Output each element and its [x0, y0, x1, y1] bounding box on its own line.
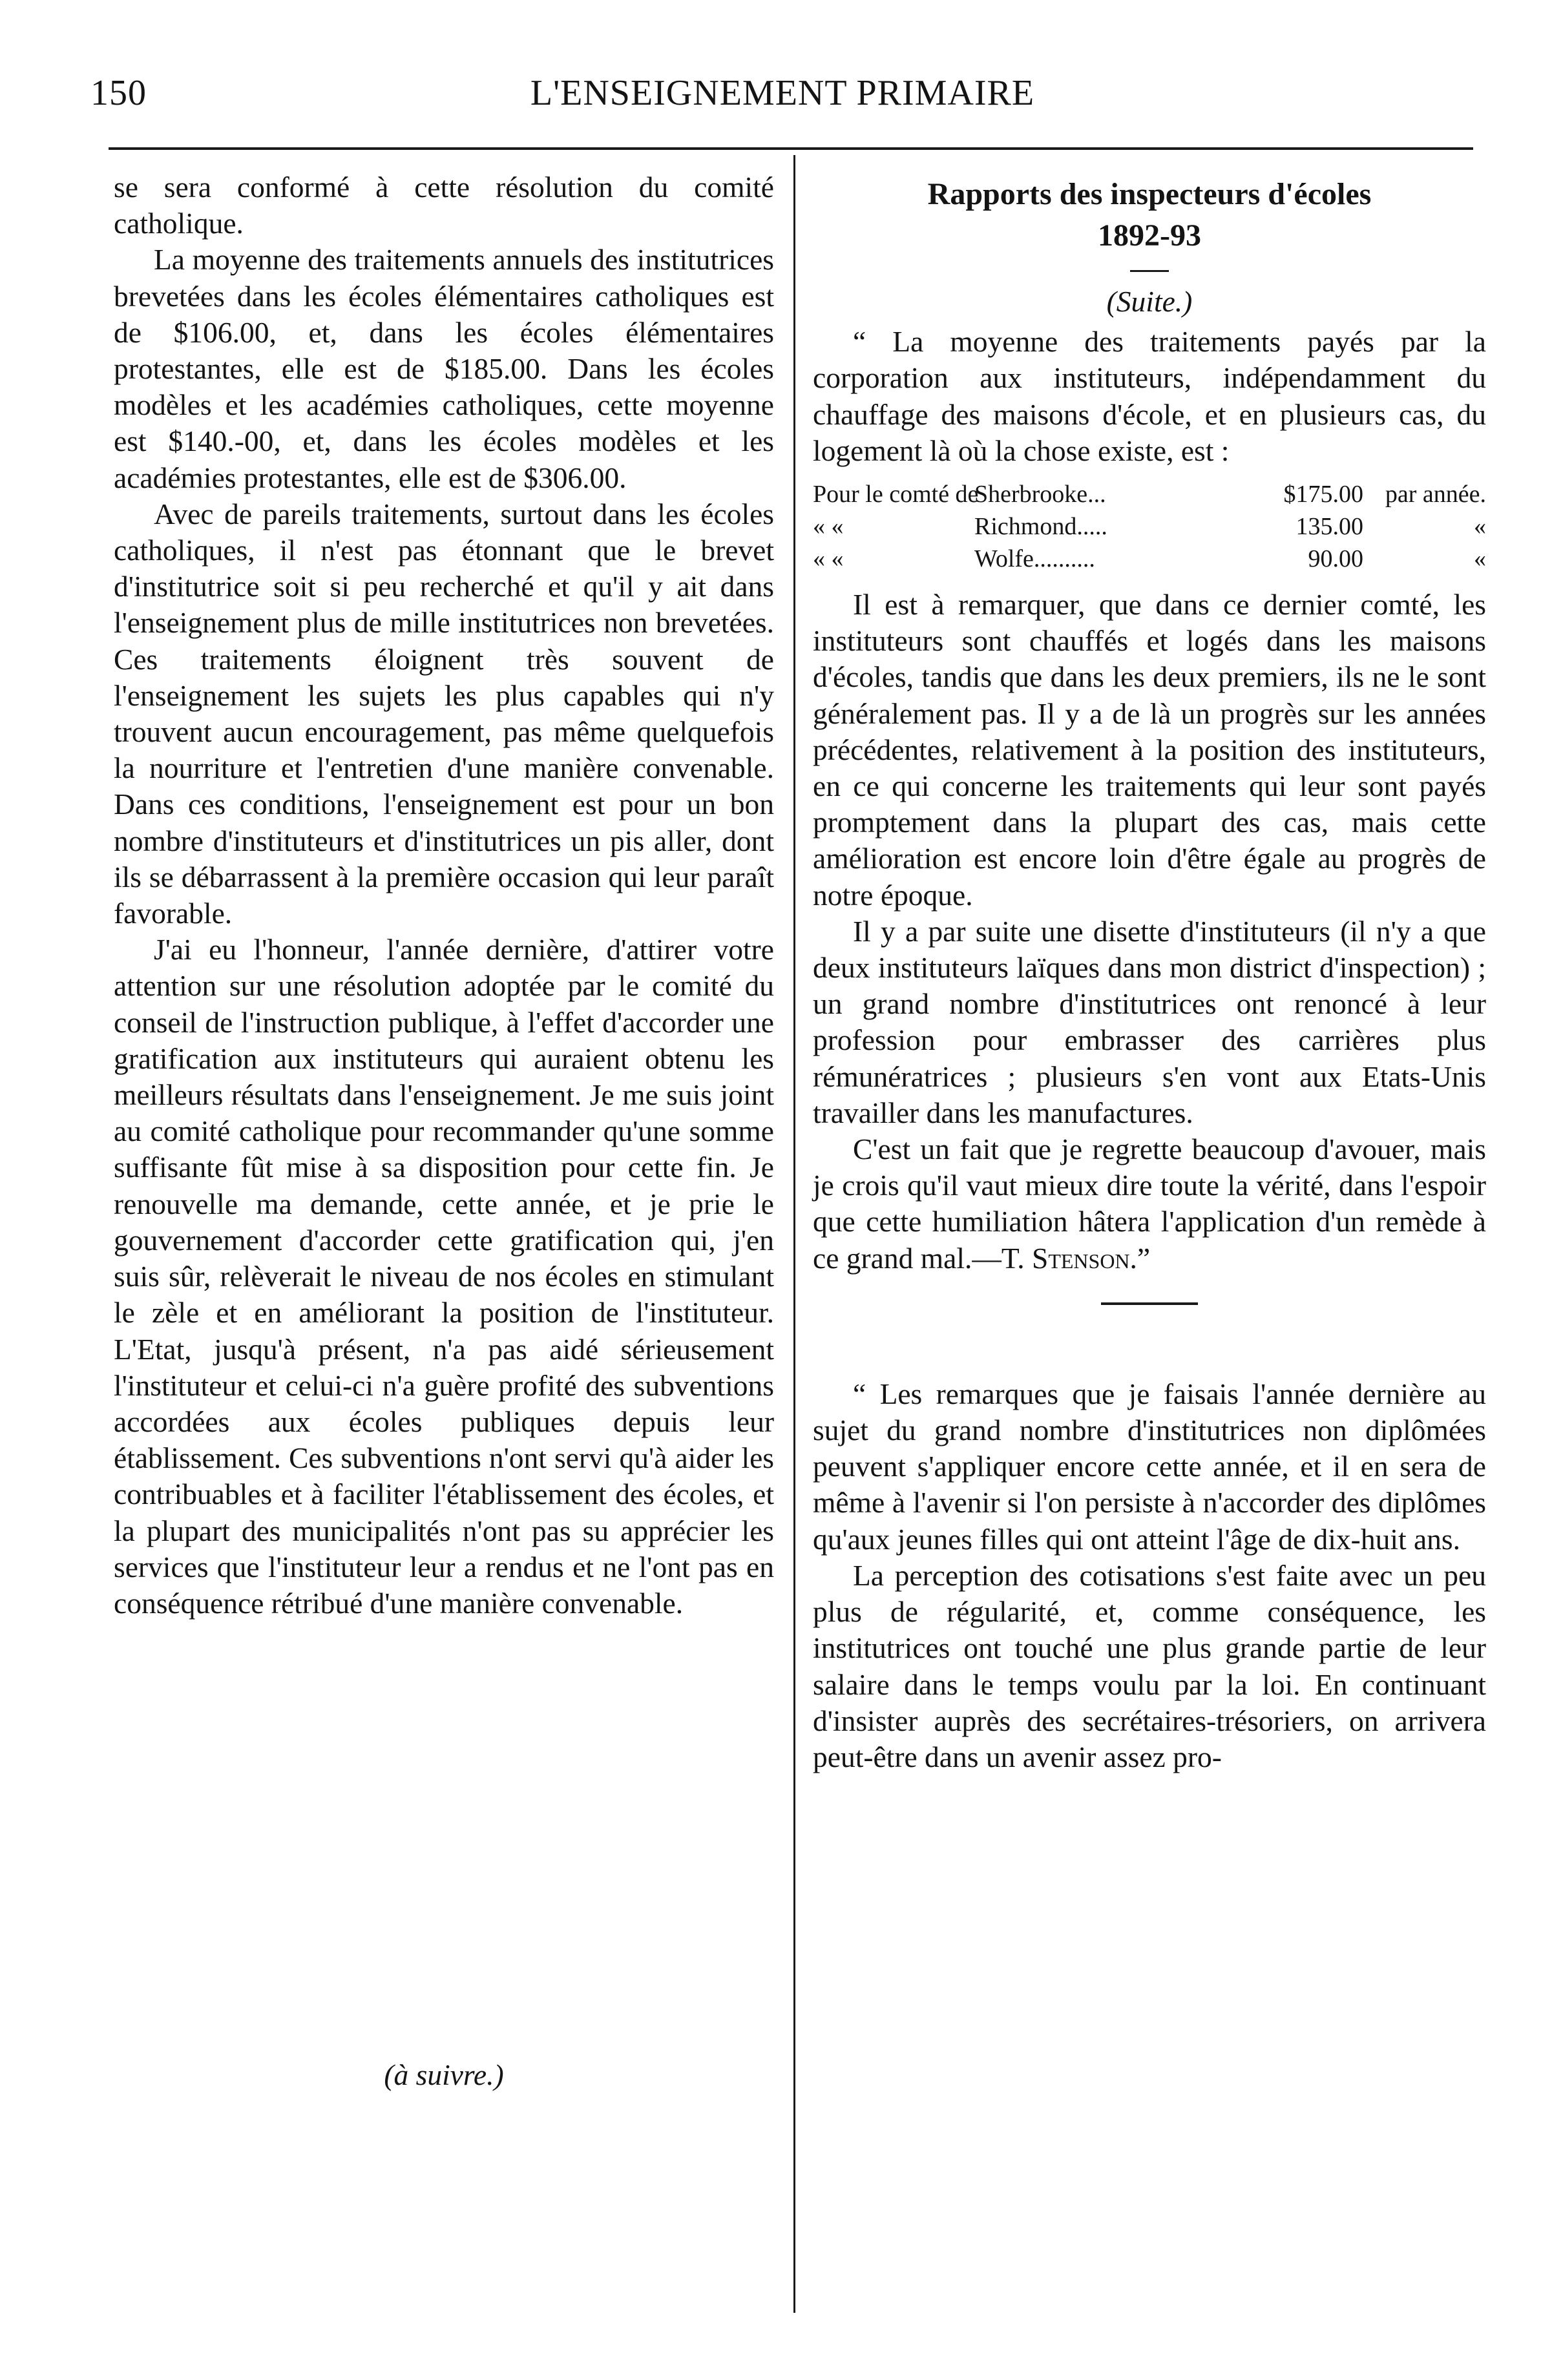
- right-column: [813, 169, 1486, 1775]
- section-heading: Rapports des inspecteurs d'écoles: [927, 177, 1372, 211]
- table-cell: Sherbrooke...: [974, 481, 1106, 508]
- column-divider: [793, 155, 795, 2313]
- heading-dash: [1130, 270, 1169, 272]
- table-cell: 90.00: [1308, 545, 1363, 573]
- left-paragraph-3: Avec de pareils traitements, surtout dans les écoles catholiques, il n'est pas étonnant que le brevet d'institutrice soit si peu recherché et qu'il y ait dans l'enseignement plus de mille institutrices non brevetées. Ces traitements éloignent très souvent de l'enseignement les sujets les plus capables qui n'y trouvent aucun encouragement, pas même quelquefois la nourriture et l'entretien d'une manière convenable. Dans ces conditions, l'enseignement est pour un bon nombre d'instituteurs et d'institutrices un pis aller, dont ils se débarrassent à la première occasion qui leur paraît favorable.: [114, 497, 774, 930]
- to-be-continued: (à suivre.): [384, 2058, 504, 2091]
- right-paragraph-5: “ Les remarques que je faisais l'année dernière au sujet du grand nombre d'institutrices non diplômées peuvent s'appliquer encore cette année, et il en sera de même à l'avenir si l'on persiste à n'accorder des diplômes qu'aux jeunes filles qui ont atteint l'âge de dix-huit ans.: [813, 1377, 1486, 1556]
- table-row: [813, 510, 1486, 543]
- right-paragraph-6: La perception des cotisations s'est faite avec un peu plus de régularité, et, comme conséquence, les institutrices ont touché une plus grande partie de leur salaire dans le temps voulu par la loi. En continuant d'insister auprès des secrétaires-trésoriers, on arrivera peut-être dans un avenir assez pro-: [813, 1558, 1486, 1773]
- author-signature: Stenson: [1032, 1241, 1130, 1275]
- table-row: [813, 478, 1486, 510]
- page-header: [90, 72, 1474, 130]
- table-cell: « «: [813, 545, 844, 573]
- table-cell: Wolfe..........: [974, 545, 1095, 573]
- suite-label: (Suite.): [1106, 285, 1193, 318]
- table-cell: Pour le comté de: [813, 481, 979, 508]
- header-rule: [109, 147, 1473, 150]
- running-title: L'ENSEIGNEMENT PRIMAIRE: [530, 73, 1035, 113]
- right-paragraph-2: Il est à remarquer, que dans ce dernier comté, les instituteurs sont chauffés et logés dans les maisons d'écoles, tandis que dans les deux premiers, ils ne le sont généralement pas. Il y a de là un progrès sur les années précédentes, relativement à la position des instituteurs, en ce qui concerne les traitements qui leur sont payés promptement dans la plupart des cas, mais cette amélioration est encore loin d'être égale au progrès de notre époque.: [813, 588, 1486, 912]
- left-paragraph-2: La moyenne des traitements annuels des institutrices brevetées dans les écoles élémentaires catholiques est de $106.00, et, dans les écoles élémentaires protestantes, elle est de $185.00. Dans les écoles modèles et les académies catholiques, cette moyenne est $140.-00, et, dans les écoles modèles et les académies protestantes, elle est de $306.00.: [114, 243, 774, 494]
- closing-quote: .”: [1129, 1241, 1151, 1275]
- left-paragraph-4: J'ai eu l'honneur, l'année dernière, d'attirer votre attention sur une résolution adoptée par le comité du conseil de l'instruction publique, à l'effet d'accorder une gratification aux instituteurs qui auraient obtenu les meilleurs résultats dans l'enseignement. Je me suis joint au comité catholique pour recommander qu'une somme suffisante fût mise à sa disposition pour cette fin. Je renouvelle ma demande, cette année, et je prie le gouvernement d'accorder cette gratification qui, j'en suis sûr, relèverait le niveau de nos écoles en stimulant le zèle et en améliorant la position de l'instituteur. L'Etat, jusqu'à présent, n'a pas aidé sérieusement l'instituteur et celui-ci n'a guère profité des subventions accordées aux écoles publiques depuis leur établissement. Ces subventions n'ont servi qu'à aider les contribuables et à faciliter l'établissement des écoles, et la plupart des municipalités n'ont pas su apprécier les services que l'instituteur leur a rendus et ne l'ont pas en conséquence rétribué d'une manière convenable.: [114, 933, 774, 1620]
- right-paragraph-4: [813, 1131, 1486, 1277]
- section-separator: [1101, 1302, 1198, 1305]
- salary-table: [813, 478, 1486, 575]
- left-column: [114, 169, 774, 1622]
- table-cell: 135.00: [1295, 513, 1363, 541]
- right-paragraph-1: “ La moyenne des traitements payés par la corporation aux instituteurs, indépendamment du chauffage des maisons d'école, et en plusieurs cas, du logement là où la chose existe, est :: [813, 325, 1486, 467]
- table-cell: « «: [813, 513, 844, 541]
- table-cell: «: [1474, 545, 1486, 573]
- page-number: 150: [90, 73, 147, 113]
- paragraph-text: C'est un fait que je regrette beaucoup d'avouer, mais je crois qu'il vaut mieux dire toute la vérité, dans l'espoir que cette humiliation hâtera l'application d'un remède à ce grand mal.—T.: [813, 1133, 1486, 1275]
- left-paragraph-1: se sera conformé à cette résolution du comité catholique.: [114, 171, 774, 240]
- table-cell: «: [1474, 513, 1486, 541]
- table-row: [813, 543, 1486, 575]
- section-year: 1892-93: [1098, 218, 1201, 253]
- table-cell: Richmond.....: [974, 513, 1107, 541]
- table-cell: par année.: [1385, 481, 1486, 508]
- table-cell: $175.00: [1283, 481, 1363, 508]
- right-paragraph-3: Il y a par suite une disette d'instituteurs (il n'y a que deux instituteurs laïques dans mon district d'inspection) ; un grand nombre d'institutrices ont renoncé à leur profession pour embrasser des carrières plus rémunératrices ; plusieurs s'en vont aux Etats-Unis travailler dans les manufactures.: [813, 914, 1486, 1129]
